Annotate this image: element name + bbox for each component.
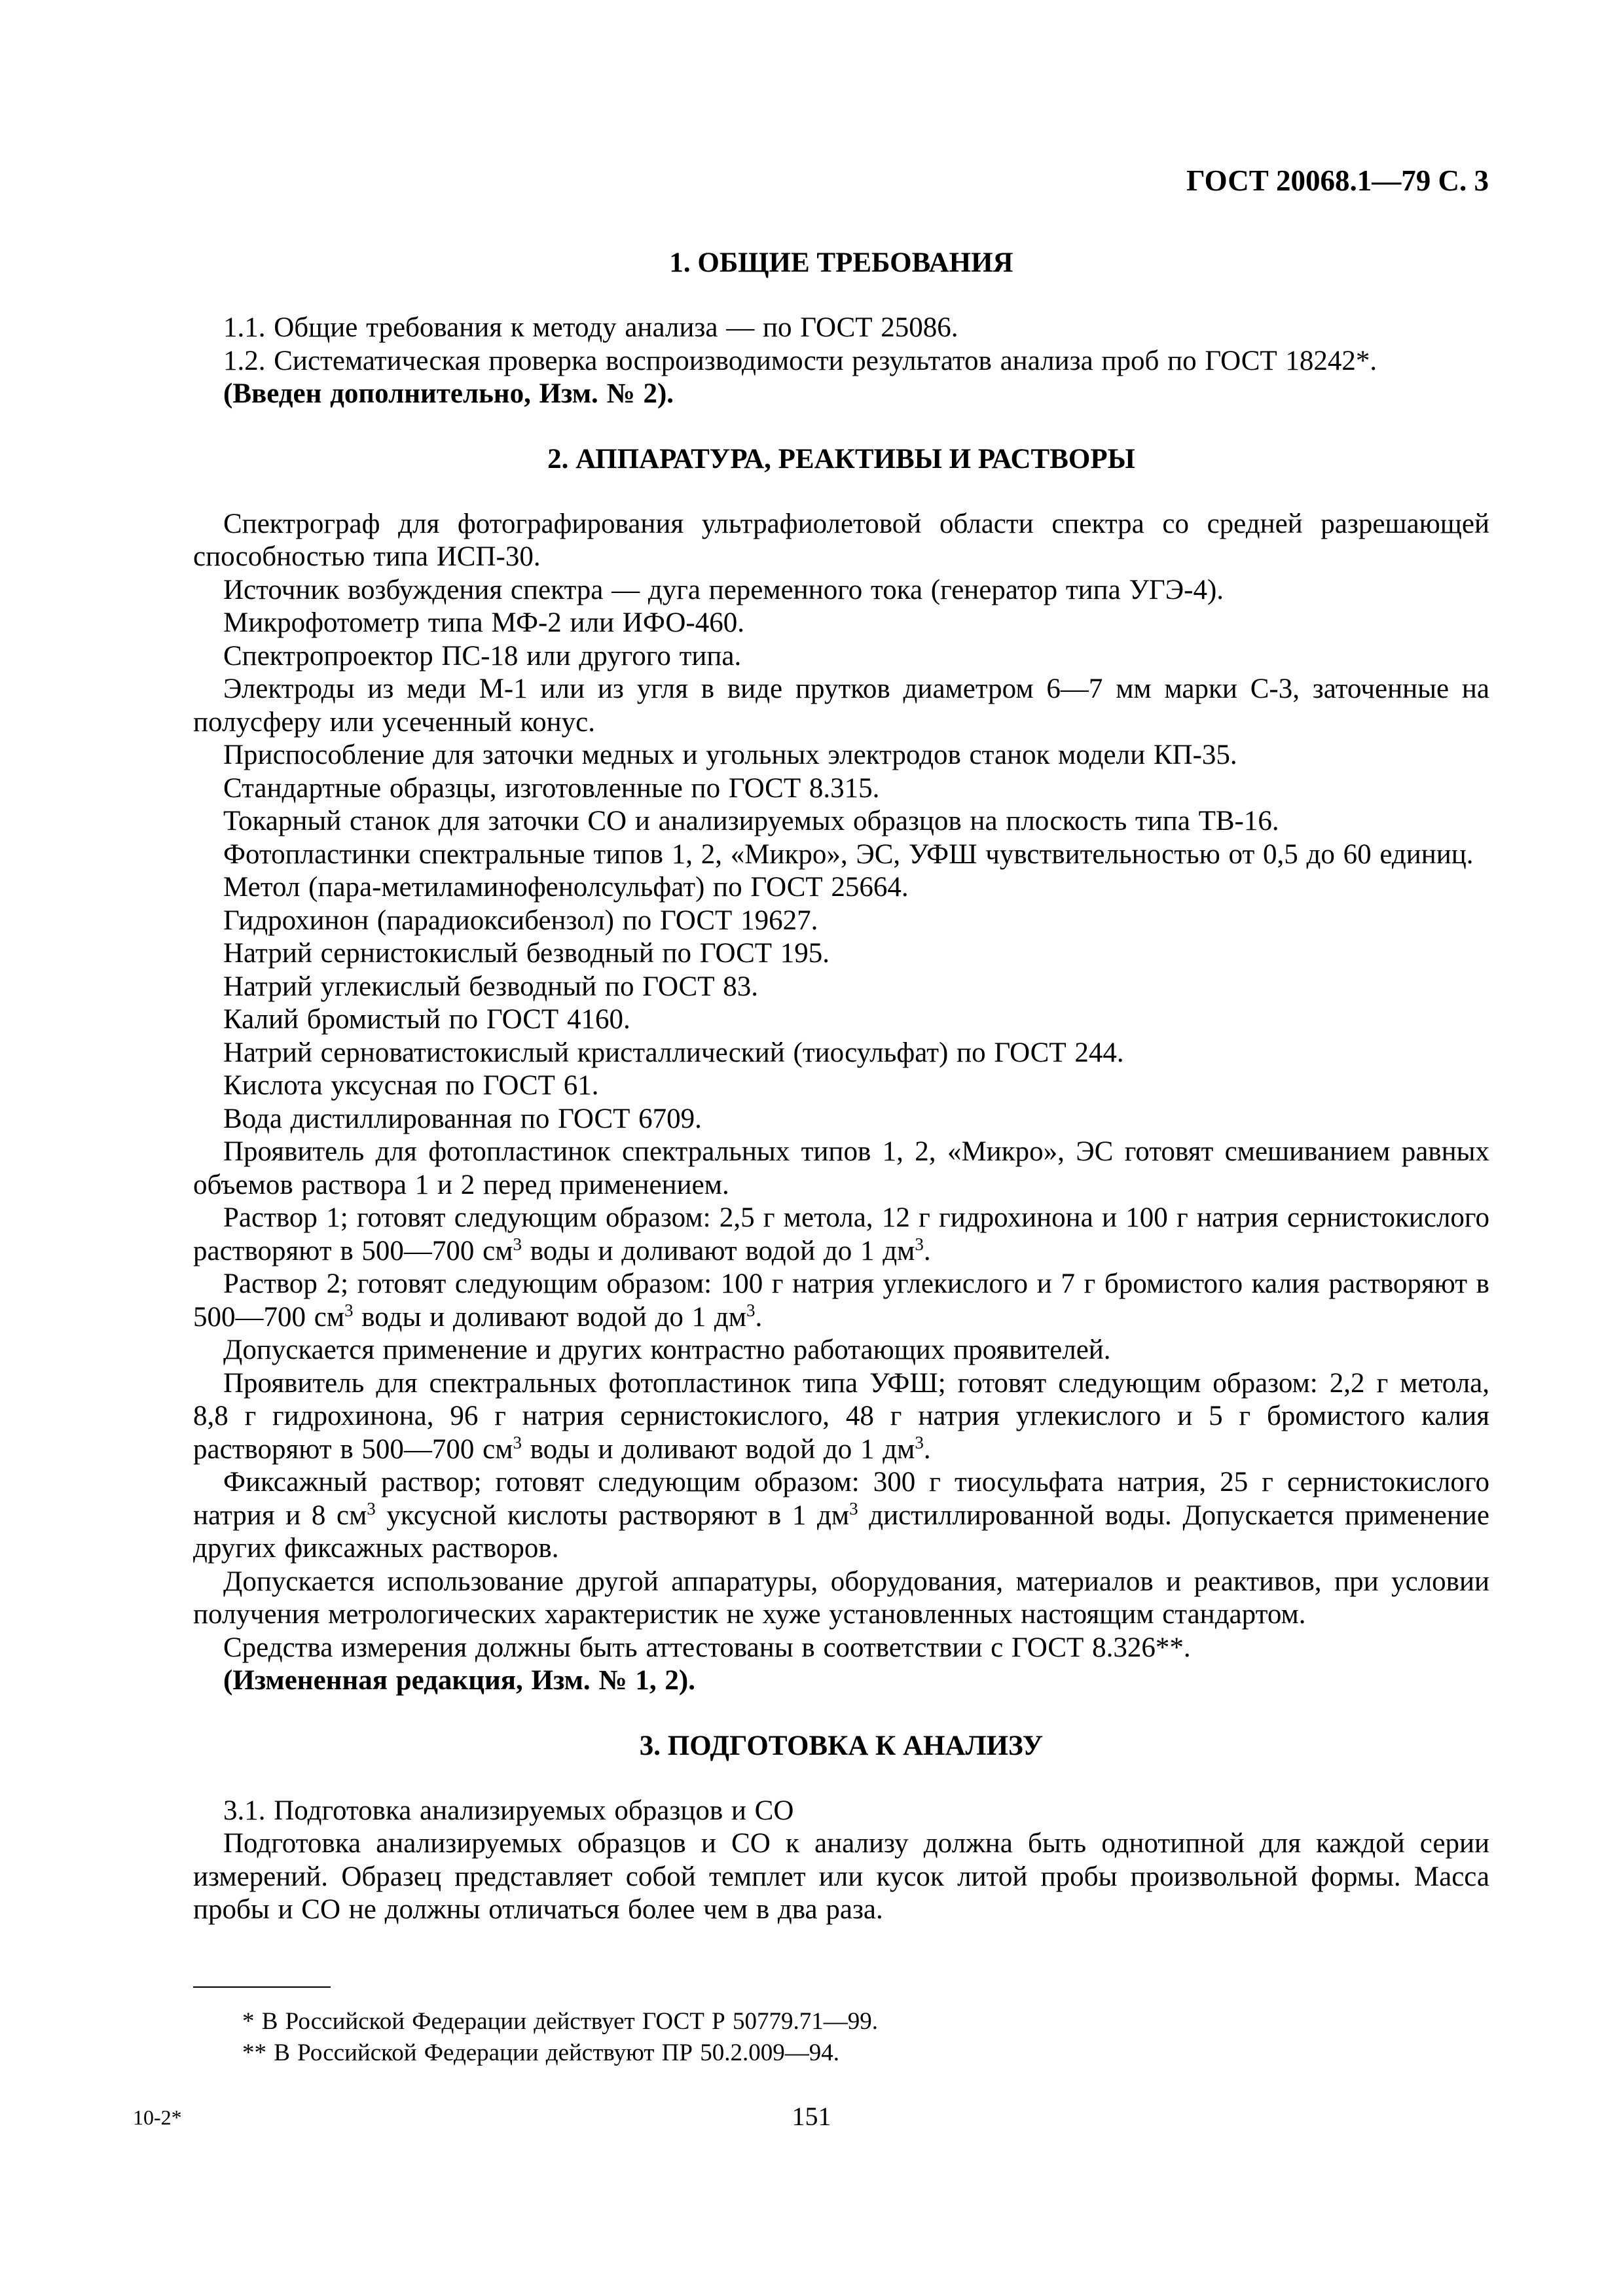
paragraph: Стандартные образцы, изготовленные по ГОСТ 8.315.	[223, 772, 880, 804]
footnote: ** В Российской Федерации действуют ПР 50.2.009—94.	[242, 2039, 839, 2066]
paragraph: Электроды из меди М-1 или из угля в виде прутков диаметром 6—7 мм марки С-3, заточенные на полусферу или усеченный конус.	[193, 673, 1489, 738]
paragraph: 3.1. Подготовка анализируемых образцов и СО	[223, 1795, 794, 1826]
paragraph: 1.1. Общие требования к методу анализа — по ГОСТ 25086.	[223, 312, 958, 343]
paragraph: Спектропроектор ПС-18 или другого типа.	[223, 640, 742, 672]
amendment-note: (Введен дополнительно, Изм. № 2).	[223, 378, 674, 409]
paragraph: Фотопластинки спектральные типов 1, 2, «Микро», ЭС, УФШ чувствительностью от 0,5 до 60 единиц.	[223, 838, 1474, 870]
paragraph: Спектрограф для фотографирования ультрафиолетовой области спектра со средней разрешающей способностью типа ИСП-30.	[193, 508, 1489, 572]
print-signature: 10-2*	[133, 2106, 182, 2129]
paragraph: Натрий углекислый безводный по ГОСТ 83.	[223, 971, 759, 1002]
amendment-note: (Измененная редакция, Изм. № 1, 2).	[223, 1665, 695, 1696]
paragraph-solution-2: Раствор 2; готовят следующим образом: 100 г натрия углекислого и 7 г бромистого калия растворяют в 500—700 $см^3$ воды и доливают водой до 1 $дм^3$.	[193, 1268, 1489, 1333]
footnote: * В Российской Федерации действует ГОСТ Р 50779.71—99.	[242, 2008, 878, 2035]
footnote-divider	[193, 1986, 331, 1988]
paragraph: Вода дистиллированная по ГОСТ 6709.	[223, 1103, 702, 1134]
paragraph: 1.2. Систематическая проверка воспроизводимости результатов анализа проб по ГОСТ 18242*.	[223, 345, 1377, 376]
main-content	[193, 243, 1489, 1927]
paragraph: Кислота уксусная по ГОСТ 61.	[223, 1070, 599, 1101]
section-1-title: 1. ОБЩИЕ ТРЕБОВАНИЯ	[669, 247, 1013, 278]
paragraph: Натрий серноватистокислый кристаллический (тиосульфат) по ГОСТ 244.	[223, 1037, 1124, 1068]
paragraph: Проявитель для фотопластинок спектральных типов 1, 2, «Микро», ЭС готовят смешиванием равных объемов раствора 1 и 2 перед применением.	[193, 1136, 1489, 1200]
paragraph: Метол (пара-метиламинофенолсульфат) по ГОСТ 25664.	[223, 872, 909, 903]
page-header: ГОСТ 20068.1—79 С. 3	[1186, 164, 1489, 197]
paragraph: Средства измерения должны быть аттестованы в соответствии с ГОСТ 8.326**.	[223, 1632, 1191, 1663]
page-number: 151	[792, 2102, 831, 2131]
paragraph: Натрий сернистокислый безводный по ГОСТ 195.	[223, 938, 830, 969]
paragraph: Микрофотометр типа МФ-2 или ИФО-460.	[223, 607, 744, 638]
section-3-title: 3. ПОДГОТОВКА К АНАЛИЗУ	[639, 1730, 1044, 1761]
footnotes	[193, 1986, 1489, 2069]
paragraph: Токарный станок для заточки СО и анализируемых образцов на плоскость типа ТВ-16.	[223, 806, 1279, 836]
paragraph: Допускается использование другой аппаратуры, оборудования, материалов и реактивов, при условии получения метрологических характеристик не хуже установленных настоящим стандартом.	[193, 1566, 1489, 1630]
paragraph: Калий бромистый по ГОСТ 4160.	[223, 1004, 630, 1035]
paragraph-fixing-solution: Фиксажный раствор; готовят следующим образом: 300 г тиосульфата натрия, 25 г сернистокислого натрия и 8 $см^3$ уксусной кислоты растворяют в 1 $дм^3$ дистиллированной воды. Допускается применение других фиксажных растворов.	[193, 1467, 1489, 1564]
paragraph-ufsh-developer: Проявитель для спектральных фотопластинок типа УФШ; готовят следующим образом: 2,2 г метола, 8,8 г гидрохинона, 96 г натрия сернистокислого, 48 г натрия углекислого и 5 г бромистого калия растворяют в 500—700 $см^3$ воды и доливают водой до 1 $дм^3$.	[193, 1367, 1489, 1465]
paragraph: Приспособление для заточки медных и угольных электродов станок модели КП-35.	[223, 740, 1237, 770]
paragraph: Подготовка анализируемых образцов и СО к анализу должна быть однотипной для каждой серии измерений. Образец представляет собой темплет или кусок литой пробы произвольной формы. Масса пробы и СО не должны отличаться более чем в два раза.	[193, 1828, 1489, 1925]
paragraph: Допускается применение и других контрастно работающих проявителей.	[223, 1335, 1111, 1365]
paragraph: Источник возбуждения спектра — дуга переменного тока (генератор типа УГЭ-4).	[223, 574, 1224, 605]
paragraph: Гидрохинон (парадиоксибензол) по ГОСТ 19627.	[223, 905, 818, 936]
paragraph-solution-1: Раствор 1; готовят следующим образом: 2,5 г метола, 12 г гидрохинона и 100 г натрия сернистокислого растворяют в 500—700 $см^3$ воды и доливают водой до 1 $дм^3$.	[193, 1202, 1489, 1266]
section-2-title: 2. АППАРАТУРА, РЕАКТИВЫ И РАСТВОРЫ	[547, 443, 1135, 475]
